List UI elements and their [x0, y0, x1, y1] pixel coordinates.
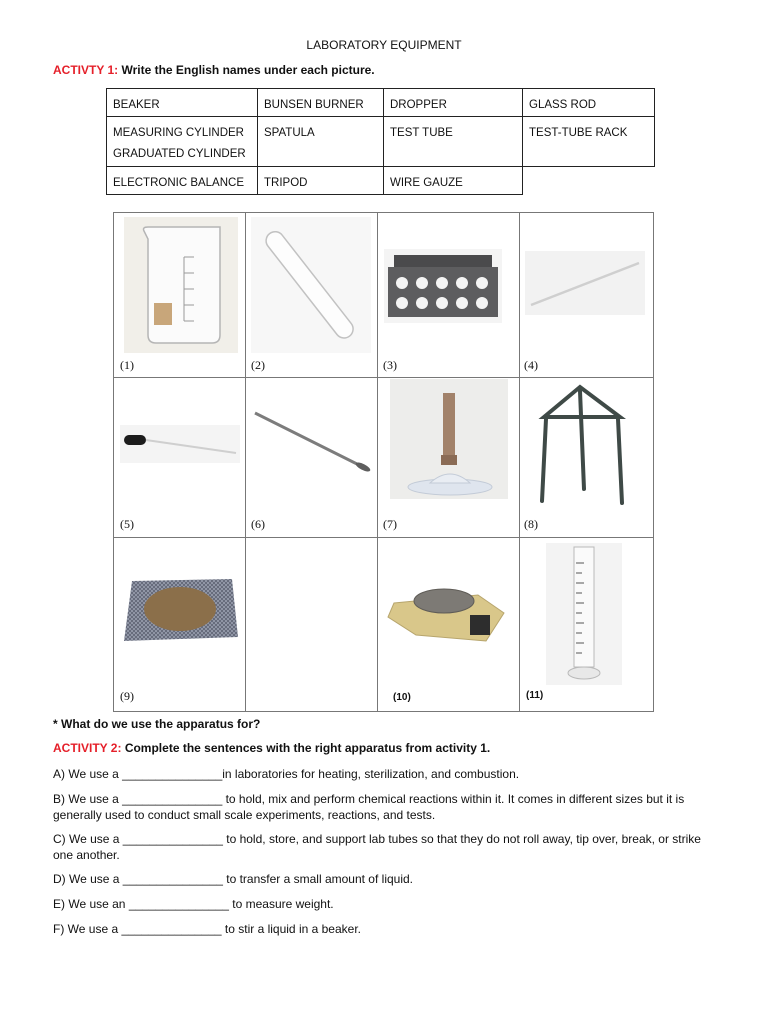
word-bank-cell: GLASS ROD — [523, 89, 655, 117]
activity2-heading — [53, 741, 490, 755]
picture-grid — [113, 212, 654, 712]
beaker-icon — [124, 217, 238, 353]
picture-number: (9) — [120, 689, 134, 703]
glass-rod-icon — [525, 251, 645, 315]
dropper-icon — [120, 425, 240, 463]
word-bank-cell: BUNSEN BURNER — [258, 89, 384, 117]
question-heading: * What do we use the apparatus for? — [53, 717, 261, 731]
tripod-icon — [534, 381, 630, 505]
electronic-balance-icon — [386, 583, 506, 643]
word-bank-cell: SPATULA — [258, 117, 384, 167]
word-bank-table — [106, 88, 655, 195]
grid-divider — [114, 377, 653, 378]
sentence-b: B) We use a _______________ to hold, mix and perform chemical reactions within it. It comes in different sizes but it is generally used to conduct small scale experiments, reactions, and tests. — [53, 792, 685, 822]
test-tube-rack-icon — [384, 249, 502, 323]
word-bank-row — [107, 89, 655, 117]
activity2-label: ACTIVITY 2: — [53, 741, 122, 755]
picture-number: (10) — [393, 692, 411, 703]
word-bank-row — [107, 117, 655, 167]
picture-number: (3) — [383, 358, 397, 372]
word-bank-cell: TEST-TUBE RACK — [523, 117, 655, 167]
page-title: LABORATORY EQUIPMENT — [306, 38, 462, 52]
spatula-icon — [251, 407, 373, 477]
grid-divider — [245, 213, 246, 711]
picture-number: (7) — [383, 517, 397, 531]
activity1-label: ACTIVTY 1: — [53, 63, 119, 77]
sentence-e: E) We use an _______________ to measure weight. — [53, 897, 334, 911]
picture-number: (5) — [120, 517, 134, 531]
activity2-instruction: Complete the sentences with the right apparatus from activity 1. — [124, 741, 491, 755]
word-bank-cell: TEST TUBE — [384, 117, 523, 167]
wire-gauze-icon — [122, 575, 238, 645]
activity1-instruction: Write the English names under each picture. — [121, 63, 375, 77]
word-bank-cell: DROPPER — [384, 89, 523, 117]
word-bank-cell: BEAKER — [107, 89, 258, 117]
sentence-a: A) We use a _______________in laboratories for heating, sterilization, and combustion. — [53, 767, 520, 781]
picture-number: (11) — [526, 690, 544, 701]
word-bank-row — [107, 167, 655, 195]
grid-divider — [114, 537, 653, 538]
word-bank-cell: ELECTRONIC BALANCE — [107, 167, 258, 195]
sentence-c: C) We use a _______________ to hold, store, and support lab tubes so that they do not roll away, tip over, break, or strike one another. — [53, 832, 701, 862]
measuring-cylinder-icon — [546, 543, 622, 685]
sentence-f: F) We use a _______________ to stir a liquid in a beaker. — [53, 922, 361, 936]
grid-divider — [377, 213, 378, 711]
picture-number: (2) — [251, 358, 265, 372]
word-bank-cell: TRIPOD — [258, 167, 384, 195]
activity1-heading — [53, 63, 375, 77]
grid-divider — [519, 213, 520, 711]
word-bank-cell: MEASURING CYLINDER GRADUATED CYLINDER — [107, 117, 258, 167]
sentence-d: D) We use a _______________ to transfer a small amount of liquid. — [53, 872, 413, 886]
picture-number: (8) — [524, 517, 538, 531]
test-tube-icon — [251, 217, 371, 353]
picture-number: (1) — [120, 358, 134, 372]
bunsen-burner-icon — [390, 379, 508, 499]
word-bank-empty-cell — [523, 167, 655, 195]
picture-number: (6) — [251, 517, 265, 531]
picture-number: (4) — [524, 358, 538, 372]
word-bank-cell: WIRE GAUZE — [384, 167, 523, 195]
